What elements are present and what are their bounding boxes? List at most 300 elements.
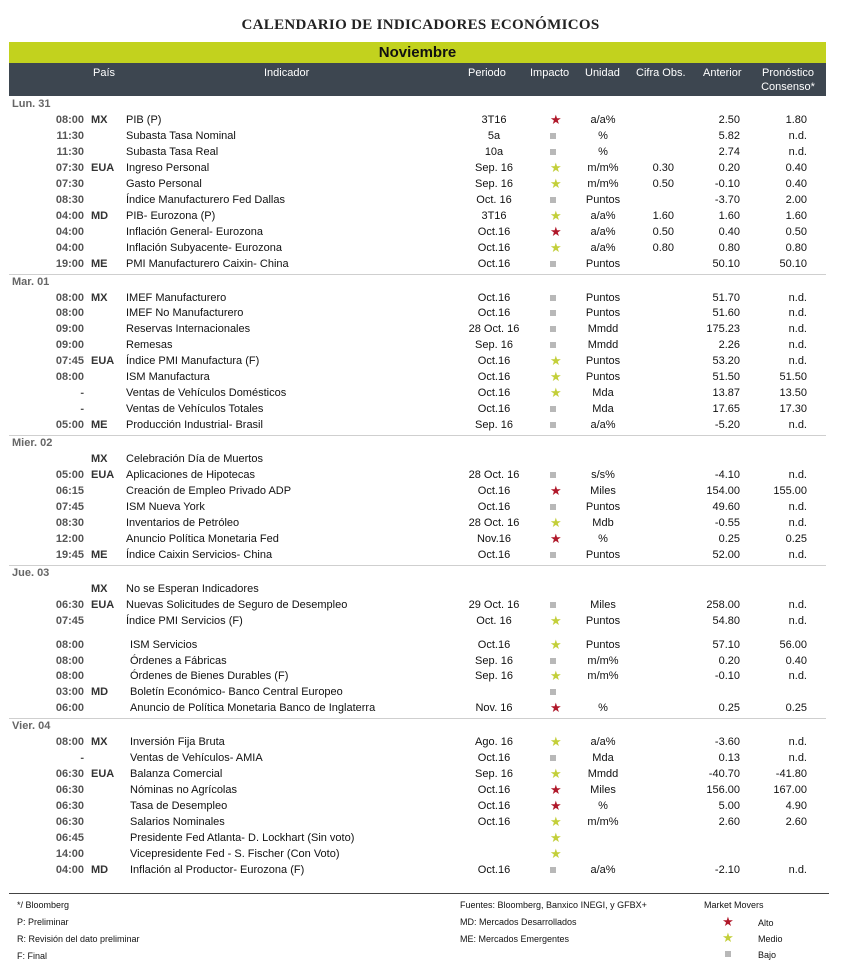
- row-cifra-obs: 1.60: [652, 209, 674, 222]
- impact-medio-star-icon: ★: [550, 668, 562, 684]
- row-time: 09:00: [55, 323, 84, 336]
- header-pais: País: [93, 67, 116, 79]
- row-unit: a/a%: [590, 209, 616, 222]
- row-anterior: 52.00: [712, 548, 740, 561]
- row-period: Oct.16: [477, 548, 511, 561]
- row-time: 06:30: [55, 784, 84, 797]
- table-row: [0, 369, 841, 385]
- footer-md-note: MD: Mercados Desarrollados: [460, 917, 577, 927]
- table-row: [0, 176, 841, 192]
- legend-medio-marker: [722, 930, 734, 946]
- row-unit: Mda: [592, 387, 614, 400]
- day-divider: [9, 274, 826, 275]
- row-indicator: Celebración Día de Muertos: [126, 453, 263, 466]
- row-indicator: Remesas: [126, 339, 173, 352]
- row-period: 5a: [487, 129, 501, 142]
- row-time: -: [80, 403, 84, 416]
- row-unit: m/m%: [587, 654, 619, 667]
- impact-medio-star-icon: ★: [550, 353, 562, 369]
- row-indicator: IMEF Manufacturero: [126, 291, 227, 304]
- row-unit: a/a%: [590, 114, 616, 126]
- row-anterior: 51.60: [712, 307, 740, 320]
- row-unit: Puntos: [585, 614, 621, 627]
- impact-medio-star-icon: ★: [722, 930, 734, 945]
- row-time: 08:00: [55, 736, 84, 749]
- row-period: Oct.16: [477, 484, 511, 497]
- row-time: 08:30: [55, 193, 84, 206]
- row-period: Oct.16: [477, 752, 511, 765]
- table-row: [0, 467, 841, 483]
- row-pronostico: 167.00: [773, 784, 807, 797]
- row-unit: m/m%: [587, 177, 619, 190]
- row-time: 19:00: [55, 257, 84, 270]
- table-row: [0, 208, 841, 224]
- row-pronostico: n.d.: [788, 469, 807, 481]
- row-anterior: 0.25: [718, 532, 740, 545]
- table-row: [0, 531, 841, 547]
- row-country: MX: [91, 114, 108, 126]
- row-period: Oct.16: [477, 863, 511, 876]
- row-period: 28 Oct. 16: [468, 323, 520, 336]
- row-anterior: 0.20: [718, 161, 740, 174]
- impact-medio-star-icon: ★: [550, 814, 562, 830]
- row-period: 10a: [484, 145, 504, 158]
- row-period: Sep. 16: [475, 177, 513, 190]
- row-unit: Puntos: [585, 291, 621, 304]
- row-indicator: Nuevas Solicitudes de Seguro de Desempleo: [126, 598, 348, 611]
- row-cifra-obs: 0.80: [652, 241, 674, 254]
- row-unit: Puntos: [585, 371, 621, 384]
- row-pronostico: 1.60: [785, 209, 807, 222]
- row-period: Oct.16: [477, 500, 511, 513]
- day-divider: [9, 718, 826, 719]
- row-time: 08:00: [55, 114, 84, 126]
- footer-divider: [9, 893, 829, 894]
- row-period: Oct.16: [477, 638, 511, 651]
- row-anterior: -0.55: [714, 516, 740, 529]
- row-indicator: Ventas de Vehículos Totales: [126, 403, 264, 416]
- row-pronostico: -41.80: [775, 768, 807, 781]
- row-time: 07:45: [55, 500, 84, 513]
- row-anterior: -5.20: [714, 419, 740, 432]
- row-country: ME: [91, 419, 108, 432]
- row-time: 05:00: [55, 419, 84, 432]
- row-pronostico: 155.00: [773, 484, 807, 497]
- row-unit: Puntos: [585, 548, 621, 561]
- row-indicator: Ventas de Vehículos- AMIA: [130, 752, 263, 765]
- impact-bajo-square-icon: [550, 406, 556, 412]
- row-pronostico: 50.10: [779, 257, 807, 270]
- row-indicator: Índice PMI Servicios (F): [126, 614, 243, 627]
- row-pronostico: n.d.: [788, 323, 807, 336]
- impact-medio-star-icon: ★: [550, 636, 562, 652]
- row-indicator: ISM Nueva York: [126, 500, 205, 513]
- row-pronostico: n.d.: [788, 339, 807, 352]
- impact-medio-star-icon: ★: [550, 845, 562, 861]
- row-anterior: 0.20: [718, 654, 740, 667]
- row-anterior: 13.87: [712, 387, 740, 400]
- table-row: [0, 112, 841, 128]
- row-period: Oct.16: [477, 371, 511, 384]
- row-unit: Puntos: [585, 257, 621, 270]
- row-time: -: [80, 387, 84, 400]
- row-indicator: Balanza Comercial: [130, 768, 223, 781]
- table-row: [0, 192, 841, 208]
- row-period: Sep. 16: [475, 419, 513, 432]
- impact-alto-star-icon: ★: [550, 223, 562, 239]
- row-indicator: Creación de Empleo Privado ADP: [126, 484, 292, 497]
- impact-alto-star-icon: ★: [550, 798, 562, 814]
- row-period: Oct.16: [477, 355, 511, 368]
- row-indicator: Ventas de Vehículos Domésticos: [126, 387, 287, 400]
- row-unit: Puntos: [585, 355, 621, 368]
- row-indicator: ISM Manufactura: [126, 371, 210, 384]
- row-period: 28 Oct. 16: [468, 469, 520, 481]
- row-indicator: Tasa de Desempleo: [130, 800, 228, 813]
- row-indicator: Subasta Tasa Real: [126, 145, 219, 158]
- impact-bajo-square-icon: [550, 310, 556, 316]
- row-pronostico: n.d.: [788, 548, 807, 561]
- impact-bajo-square-icon: [550, 472, 556, 478]
- legend-title: Market Movers: [704, 900, 764, 910]
- row-unit: a/a%: [590, 225, 616, 238]
- row-indicator: Salarios Nominales: [130, 816, 225, 829]
- header-pronostico-line2: Consenso*: [761, 81, 815, 93]
- row-country: EUA: [91, 469, 115, 481]
- row-period: Oct. 16: [476, 614, 512, 627]
- impact-bajo-square-icon: [550, 342, 556, 348]
- table-row: [0, 401, 841, 417]
- row-country: MD: [91, 209, 109, 222]
- row-period: Ago. 16: [475, 736, 513, 749]
- row-anterior: 156.00: [706, 784, 740, 797]
- row-anterior: -4.10: [714, 469, 740, 481]
- row-anterior: 258.00: [706, 598, 740, 611]
- impact-medio-star-icon: ★: [550, 766, 562, 782]
- row-pronostico: n.d.: [788, 598, 807, 611]
- table-row: [0, 128, 841, 144]
- table-row: [0, 637, 841, 653]
- row-pronostico: 0.40: [785, 654, 807, 667]
- row-pronostico: 2.60: [785, 816, 807, 829]
- day-label: Jue. 03: [12, 566, 50, 579]
- row-indicator: No se Esperan Indicadores: [126, 582, 259, 595]
- table-row: [0, 385, 841, 401]
- row-period: Oct.16: [477, 784, 511, 797]
- table-row: [0, 653, 841, 669]
- row-time: 09:00: [55, 339, 84, 352]
- footer-note: */ Bloomberg: [17, 900, 70, 910]
- row-indicator: PIB (P): [126, 114, 162, 126]
- row-unit: %: [598, 800, 608, 813]
- row-indicator: Índice Caixin Servicios- China: [126, 548, 273, 561]
- row-time: 05:00: [55, 469, 84, 481]
- row-country: EUA: [91, 598, 115, 611]
- table-row: [0, 451, 841, 467]
- header-unidad: Unidad: [585, 67, 620, 79]
- table-row: [0, 766, 841, 782]
- row-unit: a/a%: [590, 863, 616, 876]
- impact-alto-star-icon: ★: [550, 700, 562, 716]
- row-unit: Mmdd: [587, 339, 619, 352]
- row-anterior: 2.60: [718, 816, 740, 829]
- row-country: MX: [91, 291, 108, 304]
- table-row: [0, 353, 841, 369]
- row-time: 08:00: [55, 654, 84, 667]
- row-indicator: Presidente Fed Atlanta- D. Lockhart (Sin voto): [130, 832, 355, 844]
- row-unit: m/m%: [587, 816, 619, 829]
- table-row: [0, 846, 841, 862]
- day-divider: [9, 435, 826, 436]
- footer-me-note: ME: Mercados Emergentes: [460, 934, 570, 944]
- row-unit: Mda: [592, 752, 614, 765]
- row-period: Oct.16: [477, 816, 511, 829]
- table-row: [0, 700, 841, 716]
- table-row: [0, 483, 841, 499]
- row-pronostico: 0.40: [785, 177, 807, 190]
- impact-alto-star-icon: ★: [550, 112, 562, 127]
- row-pronostico: 17.30: [779, 403, 807, 416]
- row-time: 19:45: [55, 548, 84, 561]
- legend-bajo-marker: [722, 946, 734, 960]
- row-anterior: 2.26: [718, 339, 740, 352]
- row-anterior: 51.70: [712, 291, 740, 304]
- row-period: 28 Oct. 16: [468, 516, 520, 529]
- row-unit: %: [598, 145, 608, 158]
- table-row: [0, 417, 841, 433]
- row-anterior: 2.50: [718, 114, 740, 126]
- impact-alto-star-icon: ★: [550, 530, 562, 546]
- row-time: 03:00: [55, 686, 84, 699]
- row-cifra-obs: 0.50: [652, 225, 674, 238]
- row-unit: Mmdd: [587, 323, 619, 336]
- footer-note: P: Preliminar: [17, 917, 69, 927]
- table-row: [0, 862, 841, 878]
- impact-bajo-square-icon: [550, 755, 556, 761]
- legend-label: Alto: [758, 918, 774, 928]
- row-indicator: Ingreso Personal: [126, 161, 210, 174]
- impact-bajo-square-icon: [550, 133, 556, 139]
- row-time: 04:00: [55, 241, 84, 254]
- row-anterior: 50.10: [712, 257, 740, 270]
- impact-bajo-square-icon: [550, 149, 556, 155]
- row-time: 11:30: [56, 129, 84, 142]
- header-pronostico: [756, 66, 820, 94]
- impact-bajo-square-icon: [550, 552, 556, 558]
- table-row: [0, 515, 841, 531]
- row-indicator: Nóminas no Agrícolas: [130, 784, 237, 797]
- row-pronostico: n.d.: [788, 670, 807, 683]
- row-unit: a/a%: [590, 736, 616, 749]
- row-unit: Mmdd: [587, 768, 619, 781]
- impact-bajo-square-icon: [550, 326, 556, 332]
- footer-sources: Fuentes: Bloomberg, Banxico INEGI, y GFBX+: [460, 900, 647, 910]
- row-indicator: Gasto Personal: [126, 177, 202, 190]
- row-pronostico: n.d.: [788, 145, 807, 158]
- row-indicator: Índice Manufacturero Fed Dallas: [126, 193, 285, 206]
- impact-medio-star-icon: ★: [550, 385, 562, 401]
- header-impacto: Impacto: [530, 67, 570, 79]
- row-anterior: 0.13: [718, 752, 740, 765]
- row-pronostico: n.d.: [788, 614, 807, 627]
- row-anterior: 49.60: [712, 500, 740, 513]
- row-time: 07:45: [55, 614, 84, 627]
- table-row: [0, 337, 841, 353]
- row-period: Sep. 16: [475, 339, 513, 352]
- impact-medio-star-icon: ★: [550, 239, 562, 255]
- row-period: Oct.16: [477, 800, 511, 813]
- row-unit: Mda: [592, 403, 614, 416]
- row-time: 11:30: [56, 145, 84, 158]
- row-anterior: 0.80: [718, 241, 740, 254]
- row-period: Oct.16: [477, 257, 511, 270]
- row-anterior: -40.70: [708, 768, 740, 781]
- impact-medio-star-icon: ★: [550, 830, 562, 845]
- row-country: ME: [91, 257, 108, 270]
- table-header: [9, 63, 826, 96]
- row-anterior: 175.23: [706, 323, 740, 336]
- row-anterior: 51.50: [712, 371, 740, 384]
- row-time: 08:00: [55, 371, 84, 384]
- table-row: [0, 798, 841, 814]
- day-label: Vier. 04: [12, 720, 51, 733]
- row-unit: a/a%: [590, 419, 616, 432]
- impact-bajo-square-icon: [550, 602, 556, 608]
- row-anterior: 5.00: [718, 800, 740, 813]
- row-period: Sep. 16: [475, 654, 513, 667]
- row-indicator: Inventarios de Petróleo: [126, 516, 240, 529]
- row-pronostico: 0.80: [785, 241, 807, 254]
- row-pronostico: n.d.: [788, 419, 807, 432]
- row-period: Sep. 16: [475, 161, 513, 174]
- row-pronostico: 0.50: [785, 225, 807, 238]
- row-anterior: 5.82: [718, 129, 740, 142]
- row-pronostico: n.d.: [788, 863, 807, 876]
- impact-medio-star-icon: ★: [550, 175, 562, 191]
- row-period: Oct.16: [477, 307, 511, 320]
- page-title: CALENDARIO DE INDICADORES ECONÓMICOS: [241, 17, 600, 33]
- impact-alto-star-icon: ★: [550, 782, 562, 798]
- row-indicator: PMI Manufacturero Caixin- China: [126, 257, 289, 270]
- row-anterior: 17.65: [712, 403, 740, 416]
- row-time: 06:30: [55, 800, 84, 813]
- row-indicator: IMEF No Manufacturero: [126, 307, 244, 320]
- row-time: -: [80, 752, 84, 765]
- table-row: [0, 684, 841, 700]
- row-country: EUA: [91, 355, 115, 368]
- impact-medio-star-icon: ★: [550, 514, 562, 530]
- row-unit: Puntos: [585, 307, 621, 320]
- row-time: 06:15: [55, 484, 84, 497]
- header-anterior: Anterior: [703, 67, 742, 79]
- row-anterior: 57.10: [712, 638, 740, 651]
- row-pronostico: 1.80: [785, 114, 807, 126]
- row-period: Oct.16: [477, 291, 511, 304]
- row-pronostico: n.d.: [788, 129, 807, 142]
- row-indicator: Producción Industrial- Brasil: [126, 419, 263, 432]
- row-country: MD: [91, 686, 109, 699]
- footer-note: R: Revisión del dato preliminar: [17, 934, 140, 944]
- row-anterior: -2.10: [714, 863, 740, 876]
- row-indicator: Órdenes de Bienes Durables (F): [130, 670, 289, 683]
- row-unit: m/m%: [587, 670, 619, 683]
- row-period: Oct.16: [477, 241, 511, 254]
- row-pronostico: n.d.: [788, 291, 807, 304]
- legend-alto-marker: [722, 914, 734, 930]
- table-row: [0, 290, 841, 306]
- row-time: 06:45: [55, 832, 84, 844]
- row-indicator: Órdenes a Fábricas: [130, 654, 227, 667]
- impact-bajo-square-icon: [550, 689, 556, 695]
- row-time: 07:30: [55, 177, 84, 190]
- impact-medio-star-icon: ★: [550, 207, 562, 223]
- impact-bajo-square-icon: [725, 951, 731, 957]
- day-divider: [9, 565, 826, 566]
- legend-label: Bajo: [758, 950, 777, 960]
- row-time: 12:00: [55, 532, 84, 545]
- row-indicator: Índice PMI Manufactura (F): [126, 355, 260, 368]
- row-pronostico: n.d.: [788, 736, 807, 749]
- table-row: [0, 547, 841, 563]
- row-unit: Miles: [590, 598, 616, 611]
- row-indicator: Inflación al Productor- Eurozona (F): [130, 863, 305, 876]
- row-country: EUA: [91, 768, 115, 781]
- row-pronostico: 51.50: [779, 371, 807, 384]
- header-cifra: Cifra Obs.: [636, 67, 686, 79]
- row-indicator: Inflación General- Eurozona: [126, 225, 263, 238]
- table-row: [0, 668, 841, 684]
- row-anterior: 53.20: [712, 355, 740, 368]
- table-row: [0, 734, 841, 750]
- table-row: [0, 256, 841, 272]
- row-time: 07:30: [55, 161, 84, 174]
- row-unit: %: [598, 129, 608, 142]
- table-row: [0, 830, 841, 846]
- impact-bajo-square-icon: [550, 504, 556, 510]
- row-pronostico: 56.00: [779, 638, 807, 651]
- impact-medio-star-icon: ★: [550, 369, 562, 385]
- row-time: 08:00: [55, 307, 84, 320]
- row-pronostico: 0.25: [785, 702, 807, 715]
- header-indicador: Indicador: [264, 67, 310, 79]
- row-time: 08:00: [55, 670, 84, 683]
- row-indicator: Boletín Económico- Banco Central Europeo: [130, 686, 343, 699]
- impact-medio-star-icon: ★: [550, 159, 562, 175]
- impact-bajo-square-icon: [550, 658, 556, 664]
- row-pronostico: 0.40: [785, 161, 807, 174]
- row-indicator: Anuncio de Política Monetaria Banco de Inglaterra: [130, 702, 376, 715]
- month-banner: Noviembre: [9, 42, 826, 63]
- row-time: 06:30: [55, 816, 84, 829]
- row-indicator: Subasta Tasa Nominal: [126, 129, 236, 142]
- row-period: 3T16: [481, 114, 507, 126]
- row-unit: Puntos: [585, 500, 621, 513]
- row-anterior: -3.70: [714, 193, 740, 206]
- row-unit: a/a%: [590, 241, 616, 254]
- row-pronostico: 13.50: [779, 387, 807, 400]
- table-row: [0, 750, 841, 766]
- table-row: [0, 224, 841, 240]
- row-unit: Miles: [590, 784, 616, 797]
- impact-bajo-square-icon: [550, 867, 556, 873]
- row-anterior: 1.60: [718, 209, 740, 222]
- header-periodo: Periodo: [468, 67, 506, 79]
- table-row: [0, 597, 841, 613]
- row-time: 14:00: [55, 847, 84, 860]
- impact-alto-star-icon: ★: [722, 914, 734, 929]
- table-row: [0, 581, 841, 597]
- table-row: [0, 321, 841, 337]
